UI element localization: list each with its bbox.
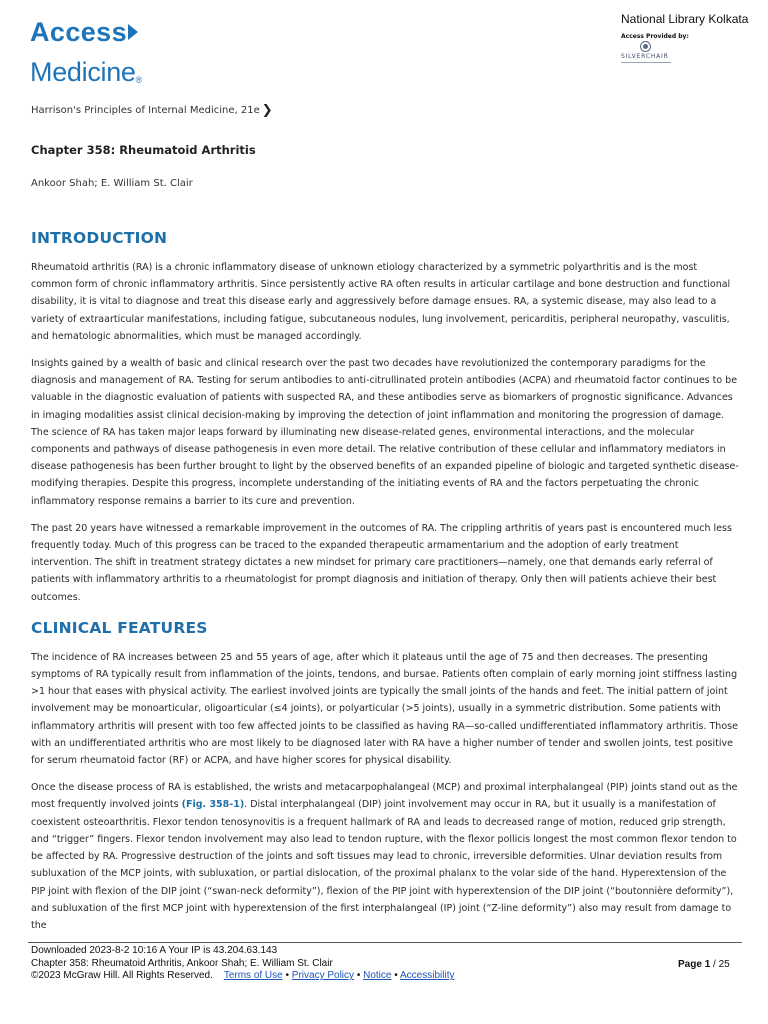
logo-access-text: Access	[30, 17, 127, 47]
chevron-right-icon[interactable]: ❯	[261, 103, 273, 118]
article-content	[31, 102, 739, 934]
logo-arrow-icon	[128, 24, 138, 40]
copyright-text: ©2023 McGraw Hill. All Rights Reserved.	[31, 970, 213, 981]
accessibility-link[interactable]: Accessibility	[400, 970, 455, 981]
section-heading-introduction: INTRODUCTION	[31, 229, 168, 247]
page-footer	[31, 945, 741, 983]
intro-paragraph-1: Rheumatoid arthritis (RA) is a chronic inflammatory disease of unknown etiology characterized by a symmetric polyarthritis and is the most common form of chronic inflammatory arthritis. Since persistently active RA often results in articular cartilage and bone destruction and functional disability, it is vital to diagnose and treat this disease early and aggressively before damage ensues. RA, a systemic disease, may also lead to a variety of extraarticular manifestations, including fatigue, subcutaneous nodules, lung involvement, pericarditis, peripheral neuropathy, vasculitis, and hematologic abnormalities, which must be managed accordingly.	[31, 262, 731, 342]
clinical-paragraph-1: The incidence of RA increases between 25 and 55 years of age, after which it plateaus until the age of 75 and then decreases. The presenting symptoms of RA typically result from inflammation of the joints, tendons, and bursae. Patients often complain of early morning joint stiffness lasting >1 hour that eases with physical activity. The earliest involved joints are typically the small joints of the hands and feet. The initial pattern of joint involvement may be monoarticular, oligoarticular (≤4 joints), or polyarticular (>5 joints), usually in a symmetric distribution. Some patients with inflammatory arthritis will present with too few affected joints to be classified as having RA—so-called undifferentiated inflammatory arthritis. Those with an undifferentiated arthritis who are most likely to be diagnosed later with RA have a higher number of tender and swollen joints, test positive for serum rheumatoid factor (RF) or ACPA, and have higher scores for physical disability.	[31, 651, 738, 767]
figure-reference-link[interactable]: (Fig. 358-1)	[181, 799, 245, 811]
chapter-authors: Ankoor Shah; E. William St. Clair	[31, 178, 193, 189]
section-heading-clinical-features: CLINICAL FEATURES	[31, 618, 208, 637]
clinical-paragraph-2	[31, 779, 739, 934]
intro-paragraph-2: Insights gained by a wealth of basic and clinical research over the past two decades have revolutionized the contemporary paradigms for the diagnosis and management of RA. Testing for serum antibodies to anti-citrullinated protein antibodies (ACPA) and rheumatoid factor continues to be valuable in the diagnostic evaluation of patients with suspected RA, and these antibodies serve as biomarkers of prognostic significance. Advances in imaging modalities assist clinical decision-making by improving the detection of joint inflammation and monitoring the progression of damage. The science of RA has taken major leaps forward by illuminating new disease-related genes, environmental interactions, and the molecular components and pathways of disease pathogenesis in even more detail. The relative contribution of these cellular and inflammatory mediators in disease pathogenesis has been further brought to light by the observed benefits of an expanded pipeline of biologic and targeted synthetic disease-modifying therapies. Despite this progress, incomplete understanding of the initiating events of RA and the factors perpetuating the chronic inflammatory response remains a barrier to its cure and prevention.	[31, 358, 739, 507]
footer-bullet: •	[394, 970, 398, 981]
intro-paragraph-3: The past 20 years have witnessed a remarkable improvement in the outcomes of RA. The crippling arthritis of years past is encountered much less frequently today. Much of this progress can be traced to the expanded therapeutic armamentarium and the adoption of early treatment intervention. The shift in treatment strategy dictates a new mindset for primary care practitioners—namely, one that demands early referral of patients with inflammatory arthritis to a rheumatologist for prompt diagnosis and initiation of therapy. Only then will patients achieve their best outcomes.	[31, 522, 732, 603]
terms-of-use-link[interactable]: Terms of Use	[223, 970, 283, 981]
silverchair-logo	[621, 41, 673, 63]
silverchair-emblem-icon	[640, 41, 651, 52]
footer-citation: Chapter 358: Rheumatoid Arthritis, Ankoor Shah; E. William St. Clair	[31, 957, 333, 969]
clinical-paragraph-2-start: Once the disease process of RA is established, the wrists and metacarpophalangeal (MCP) and proximal interphalangeal (PIP) joints stand out as the most frequently involved joints	[31, 782, 738, 811]
footer-divider	[28, 942, 742, 943]
breadcrumb-book-link[interactable]: Harrison's Principles of Internal Medicine, 21e	[31, 105, 260, 116]
page-label: Page	[678, 959, 702, 970]
institution-name: National Library Kolkata	[621, 12, 749, 26]
download-info: Downloaded 2023-8-2 10:16 A Your IP is 43.204.63.143	[31, 945, 278, 956]
logo-registered-mark: ®	[135, 75, 142, 85]
silverchair-logo-text: SILVERCHAIR	[621, 53, 669, 60]
footer-bullet: •	[356, 970, 361, 981]
footer-links-row	[31, 970, 741, 983]
accessmedicine-logo[interactable]	[30, 12, 250, 87]
page-current: 1	[704, 959, 711, 970]
chapter-title: Chapter 358: Rheumatoid Arthritis	[31, 143, 256, 157]
privacy-policy-link[interactable]: Privacy Policy	[291, 970, 355, 981]
clinical-paragraph-2-rest: . Distal interphalangeal (DIP) joint involvement may occur in RA, but it usually is a manifestation of coexistent osteoarthritis. Flexor tendon tenosynovitis is a frequent hallmark of RA and leads to decreased range of motion, reduced grip strength, and “trigger” fingers. Flexor tendon involvement may also lead to tendon rupture, with the flexor pollicis longest the most common flexor tendon to be affected by RA. Progressive destruction of the joints and soft tissues may lead to chronic, irreversible deformities. Ulnar deviation results from subluxation of the MCP joints, with subluxation, or partial dislocation, of the proximal phalanx to the volar side of the hand. Hyperextension of the PIP joint with flexion of the DIP joint (“swan-neck deformity”), flexion of the PIP joint with hyperextension of the DIP joint (“boutonnière deformity”), and subluxation of the first MCP joint with hyperextension of the first interphalangeal (IP) joint (“Z-line deformity”) also may result from damage to the	[31, 799, 737, 931]
logo-medicine-text: Medicine	[30, 57, 136, 87]
page-separator: /	[713, 959, 716, 970]
footer-bullet: •	[285, 970, 290, 981]
access-provided-by-label: Access Provided by:	[621, 33, 689, 40]
silverchair-logo-rule	[621, 62, 671, 63]
breadcrumb[interactable]	[31, 102, 739, 120]
page-total: 25	[718, 959, 730, 970]
page-number	[678, 959, 730, 970]
notice-link[interactable]: Notice	[363, 970, 392, 981]
